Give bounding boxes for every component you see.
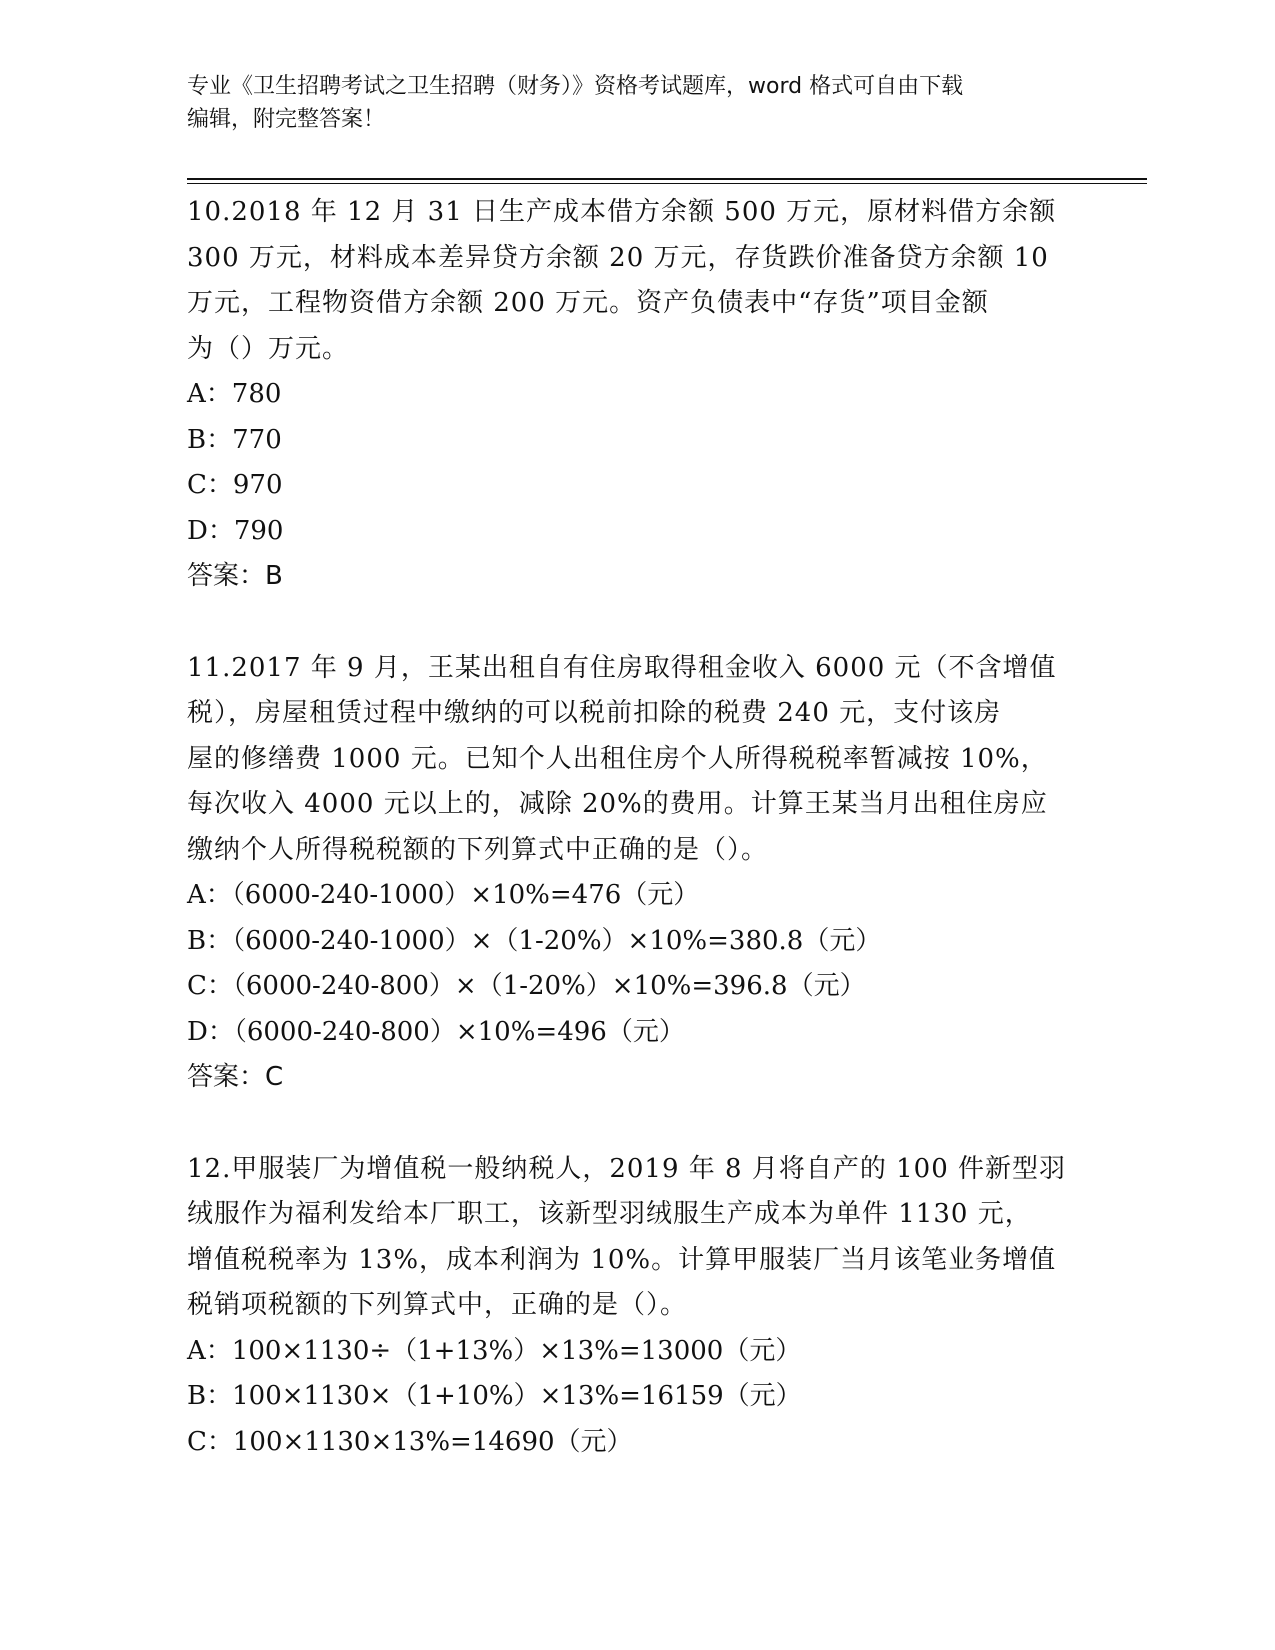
question-text-line: 屋的修缮费 1000 元。已知个人出租住房个人所得税税率暂减按 10%， xyxy=(187,743,1048,774)
option-c: C：970 xyxy=(187,470,283,500)
question-text-line: 增值税税率为 13%，成本利润为 10%。计算甲服装厂当月该笔业务增值 xyxy=(187,1244,1057,1275)
option-a: A：（6000-240-1000）×10%=476（元） xyxy=(187,880,700,910)
question-text-line: 12.甲服装厂为增值税一般纳税人，2019 年 8 月将自产的 100 件新型羽 xyxy=(187,1153,1067,1184)
question-text-line: 缴纳个人所得税税额的下列算式中正确的是（）。 xyxy=(187,834,769,865)
option-b: B：100×1130×（1+10%）×13%=16159（元） xyxy=(187,1381,802,1411)
question-12 xyxy=(187,1147,1087,1466)
option-a: A：780 xyxy=(187,379,282,409)
option-d: D：790 xyxy=(187,515,284,546)
question-11 xyxy=(187,646,1087,1101)
question-text-line: 每次收入 4000 元以上的，减除 20%的费用。计算王某当月出租住房应 xyxy=(187,789,1048,819)
option-a: A：100×1130÷（1+13%）×13%=13000（元） xyxy=(187,1335,802,1366)
option-c: C：100×1130×13%=14690（元） xyxy=(187,1426,633,1457)
option-d: D：（6000-240-800）×10%=496（元） xyxy=(187,1016,685,1047)
question-text-line: 10.2018 年 12 月 31 日生产成本借方余额 500 万元，原材料借方余额 xyxy=(187,197,1057,227)
header-line-1: 专业《卫生招聘考试之卫生招聘（财务）》资格考试题库，word 格式可自由下载 xyxy=(187,74,964,99)
question-text-line: 300 万元，材料成本差异贷方余额 20 万元，存货跌价准备贷方余额 10 xyxy=(187,242,1049,273)
question-text-line: 为（）万元。 xyxy=(187,333,350,364)
question-text-line: 11.2017 年 9 月，王某出租自有住房取得租金收入 6000 元（不含增值 xyxy=(187,652,1057,683)
header-line-2: 编辑，附完整答案！ xyxy=(187,107,386,132)
question-text-line: 税销项税额的下列算式中，正确的是（）。 xyxy=(187,1290,688,1320)
question-spacer xyxy=(187,600,1087,646)
question-text-line: 税），房屋租赁过程中缴纳的可以税前扣除的税费 240 元，支付该房 xyxy=(187,698,1002,728)
question-list xyxy=(187,190,1087,1465)
question-text-line: 万元，工程物资借方余额 200 万元。资产负债表中“存货”项目金额 xyxy=(187,288,989,318)
question-10 xyxy=(187,190,1087,600)
question-spacer xyxy=(187,1101,1087,1147)
option-b: B：770 xyxy=(187,424,282,455)
option-b: B：（6000-240-1000）×（1-20%）×10%=380.8（元） xyxy=(187,925,882,956)
question-text-line: 绒服作为福利发给本厂职工，该新型羽绒服生产成本为单件 1130 元， xyxy=(187,1199,1032,1229)
answer-label: 答案：B xyxy=(187,561,283,591)
header-divider-thick xyxy=(187,178,1147,180)
document-header xyxy=(187,70,1087,136)
answer-label: 答案：C xyxy=(187,1062,284,1092)
header-divider-thin xyxy=(187,183,1147,184)
option-c: C：（6000-240-800）×（1-20%）×10%=396.8（元） xyxy=(187,971,866,1001)
